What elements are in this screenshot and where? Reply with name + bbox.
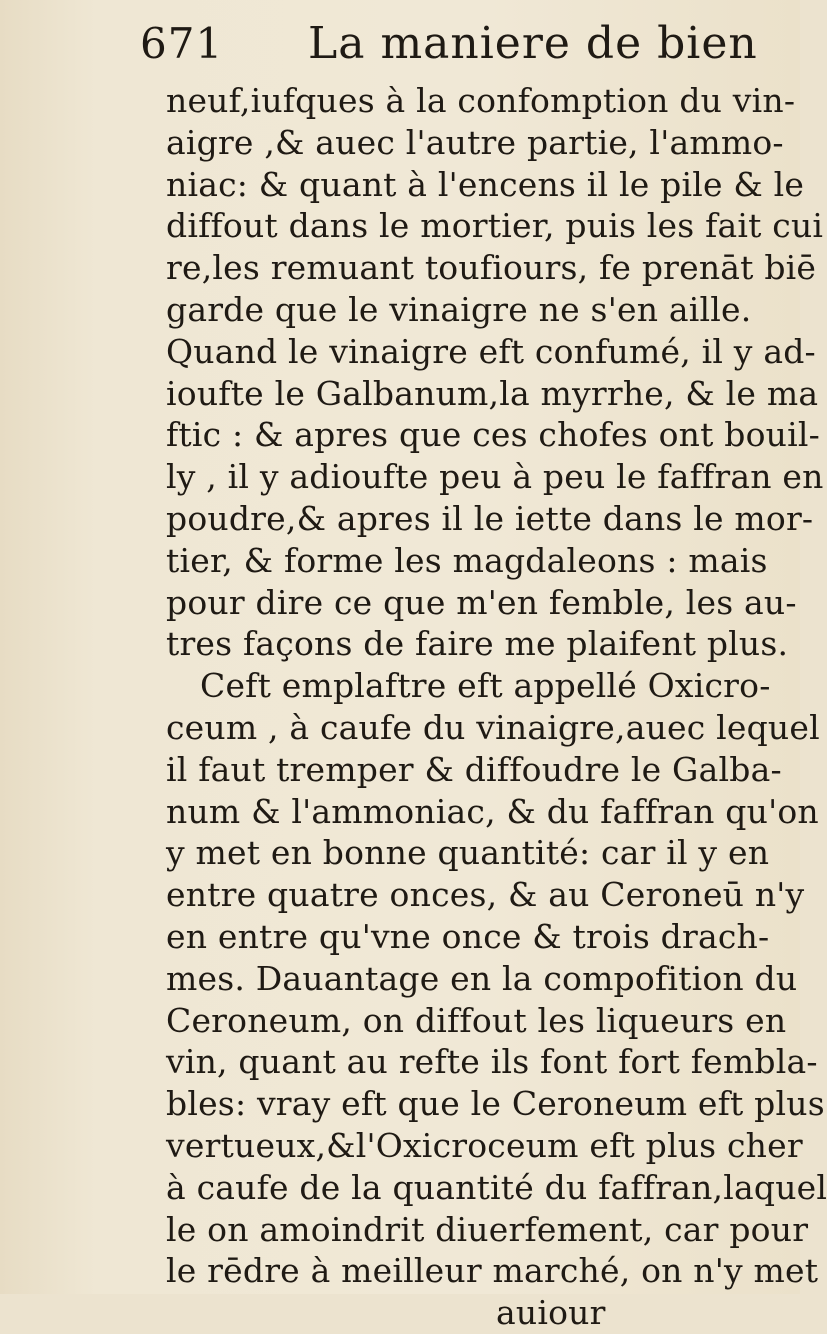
text-line: vertueux,&l'Oxicroceum eft plus cher	[166, 1125, 803, 1165]
text-line: il faut tremper & diffoudre le Galba-	[166, 749, 782, 789]
text-line: mes. Dauantage en la compofition du	[166, 958, 798, 998]
text-line: entre quatre onces, & au Ceroneū n'y	[166, 875, 805, 915]
catchword: auiour	[496, 1293, 606, 1333]
text-line: tres façons de faire me plaifent plus.	[166, 624, 789, 664]
text-line: le on amoindrit diuerfement, car pour	[166, 1209, 809, 1249]
text-line: niac: & quant à l'encens il le pile & le	[166, 164, 805, 204]
text-line: diffout dans le mortier, puis les fait cui	[166, 206, 824, 246]
text-line: Quand le vinaigre eft confumé, il y ad-	[166, 331, 816, 371]
text-line: ly , il y adioufte peu à peu le faffran en	[166, 457, 824, 497]
text-line: bles: vray eft que le Ceroneum eft plus	[166, 1084, 825, 1124]
text-line: re,les remuant toufiours, fe prenāt biē	[166, 248, 817, 288]
text-line: pour dire ce que m'en femble, les au-	[166, 582, 797, 622]
text-line: garde que le vinaigre ne s'en aille.	[166, 289, 752, 329]
text-line: aigre ,& auec l'autre partie, l'ammo-	[166, 122, 784, 162]
text-line: poudre,& apres il le iette dans le mor-	[166, 498, 814, 538]
text-line: ioufte le Galbanum,la myrrhe, & le ma	[166, 373, 819, 413]
text-line: num & l'ammoniac, & du faffran qu'on	[166, 791, 819, 831]
text-line: tier, & forme les magdaleons : mais	[166, 540, 768, 580]
text-line: ftic : & apres que ces chofes ont bouil-	[166, 415, 820, 455]
page-header	[140, 14, 760, 74]
text-line: y met en bonne quantité: car il y en	[166, 833, 770, 873]
page-number: 671	[140, 19, 224, 68]
text-line: en entre qu'vne once & trois drach-	[166, 916, 770, 956]
text-line: ceum , à caufe du vinaigre,auec lequel	[166, 707, 820, 747]
text-line: le rēdre à meilleur marché, on n'y met	[166, 1251, 819, 1291]
text-line: Ceroneum, on diffout les liqueurs en	[166, 1000, 787, 1040]
paragraph-start-line: Ceft emplaftre eft appellé Oxicro-	[200, 666, 771, 706]
body-text	[166, 80, 827, 1334]
text-line: vin, quant au refte ils font fort fembla-	[166, 1042, 818, 1082]
text-line: neuf,iufques à la confomption du vin-	[166, 81, 796, 120]
running-title: La maniere de bien	[308, 18, 758, 69]
text-line: à caufe de la quantité du faffran,laquel	[166, 1167, 827, 1207]
